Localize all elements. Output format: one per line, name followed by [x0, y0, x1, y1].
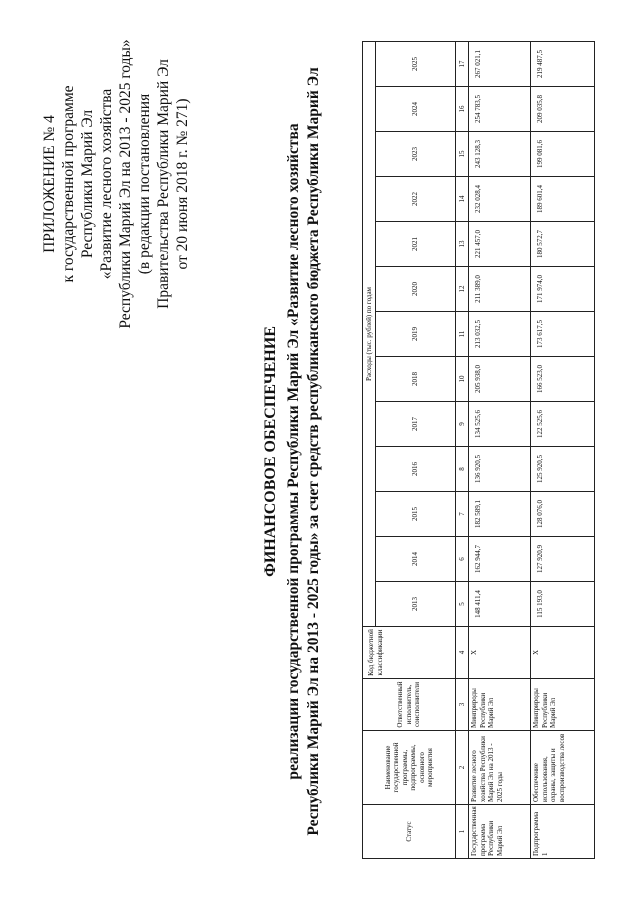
index-cell: 15 — [456, 132, 469, 177]
row-value: 127 920,9 — [531, 537, 595, 582]
header-year: 2023 — [376, 132, 456, 177]
appendix-line: Республики Марий Эл — [79, 109, 96, 259]
index-cell: 8 — [456, 447, 469, 492]
table-row — [531, 42, 595, 859]
row-status: Подпрограмма 1 — [531, 805, 595, 859]
row-value: 180 572,7 — [531, 222, 595, 267]
appendix-line: Правительства Республики Марий Эл — [155, 59, 172, 309]
row-code: Х — [531, 627, 595, 679]
row-executor: Минприроды Республики Марий Эл — [469, 679, 531, 731]
row-value: 148 411,4 — [469, 582, 531, 627]
row-value: 205 938,0 — [469, 357, 531, 402]
row-value: 219 487,5 — [531, 42, 595, 87]
table-index-row — [456, 42, 469, 859]
document-subtitle-line1: реализации государственной программы Республики Марий Эл «Развитие лесного хозяйства — [285, 123, 302, 780]
row-value: 115 193,0 — [531, 582, 595, 627]
index-cell: 10 — [456, 357, 469, 402]
index-cell: 16 — [456, 87, 469, 132]
row-value: 166 523,0 — [531, 357, 595, 402]
index-cell: 5 — [456, 582, 469, 627]
header-year: 2013 — [376, 582, 456, 627]
header-year: 2015 — [376, 492, 456, 537]
appendix-line: ПРИЛОЖЕНИЕ № 4 — [41, 115, 58, 253]
row-value: 243 128,3 — [469, 132, 531, 177]
header-year: 2020 — [376, 267, 456, 312]
row-executor: Минприроды Республики Марий Эл — [531, 679, 595, 731]
index-cell: 6 — [456, 537, 469, 582]
row-value: 134 525,6 — [469, 402, 531, 447]
index-cell: 9 — [456, 402, 469, 447]
row-value: 125 920,5 — [531, 447, 595, 492]
header-code: Код бюджетной классификации — [363, 627, 456, 679]
index-cell: 2 — [456, 731, 469, 805]
header-year: 2024 — [376, 87, 456, 132]
row-name: Развитие лесного хозяйства Республики Марий Эл на 2013 - 2025 годы — [469, 731, 531, 805]
appendix-line: (в редакции постановления — [136, 93, 153, 275]
header-year: 2021 — [376, 222, 456, 267]
index-cell: 1 — [456, 805, 469, 859]
header-year: 2017 — [376, 402, 456, 447]
header-name: Наименование государственной программы, подпрограммы, основного мероприятия — [363, 731, 456, 805]
row-value: 267 021,1 — [469, 42, 531, 87]
row-value: 213 032,5 — [469, 312, 531, 357]
row-status: Государственная программа Республики Марий Эл — [469, 805, 531, 859]
document-title: ФИНАНСОВОЕ ОБЕСПЕЧЕНИЕ — [262, 326, 279, 577]
appendix-line: к государственной программе — [60, 85, 77, 283]
row-value: 162 944,7 — [469, 537, 531, 582]
appendix-header — [40, 34, 192, 334]
row-value: 182 589,1 — [469, 492, 531, 537]
row-name: Обеспечение использования, охраны, защиты и воспроизводства лесов — [531, 731, 595, 805]
index-cell: 12 — [456, 267, 469, 312]
index-cell: 17 — [456, 42, 469, 87]
row-value: 136 920,5 — [469, 447, 531, 492]
index-cell: 11 — [456, 312, 469, 357]
table-header-row — [363, 42, 376, 859]
appendix-line: от 20 июня 2018 г. № 271) — [174, 98, 191, 270]
index-cell: 14 — [456, 177, 469, 222]
row-value: 128 076,0 — [531, 492, 595, 537]
header-executor: Ответственный исполнитель, соисполнители — [363, 679, 456, 731]
header-year: 2016 — [376, 447, 456, 492]
row-value: 211 389,0 — [469, 267, 531, 312]
appendix-line: Республики Марий Эл на 2013 - 2025 годы» — [117, 39, 134, 329]
header-year: 2022 — [376, 177, 456, 222]
index-cell: 4 — [456, 627, 469, 679]
row-value: 171 974,0 — [531, 267, 595, 312]
row-value: 209 035,8 — [531, 87, 595, 132]
row-value: 221 457,0 — [469, 222, 531, 267]
index-cell: 7 — [456, 492, 469, 537]
table-row — [469, 42, 531, 859]
financing-table — [362, 41, 595, 859]
header-year: 2019 — [376, 312, 456, 357]
row-value: 173 617,5 — [531, 312, 595, 357]
row-value: 122 525,6 — [531, 402, 595, 447]
header-expenses: Расходы (тыс. рублей) по годам — [363, 42, 376, 627]
index-cell: 13 — [456, 222, 469, 267]
header-year: 2025 — [376, 42, 456, 87]
row-value: 199 081,6 — [531, 132, 595, 177]
appendix-line: «Развитие лесного хозяйства — [98, 88, 115, 280]
header-year: 2014 — [376, 537, 456, 582]
row-value: 254 783,5 — [469, 87, 531, 132]
row-value: 189 601,4 — [531, 177, 595, 222]
index-cell: 3 — [456, 679, 469, 731]
row-value: 232 028,4 — [469, 177, 531, 222]
document-subtitle-line2: Республики Марий Эл на 2013 - 2025 годы» за счет средств республиканского бюджета Республики Марий Эл — [305, 67, 322, 836]
row-code: Х — [469, 627, 531, 679]
header-year: 2018 — [376, 357, 456, 402]
header-status: Статус — [363, 805, 456, 859]
